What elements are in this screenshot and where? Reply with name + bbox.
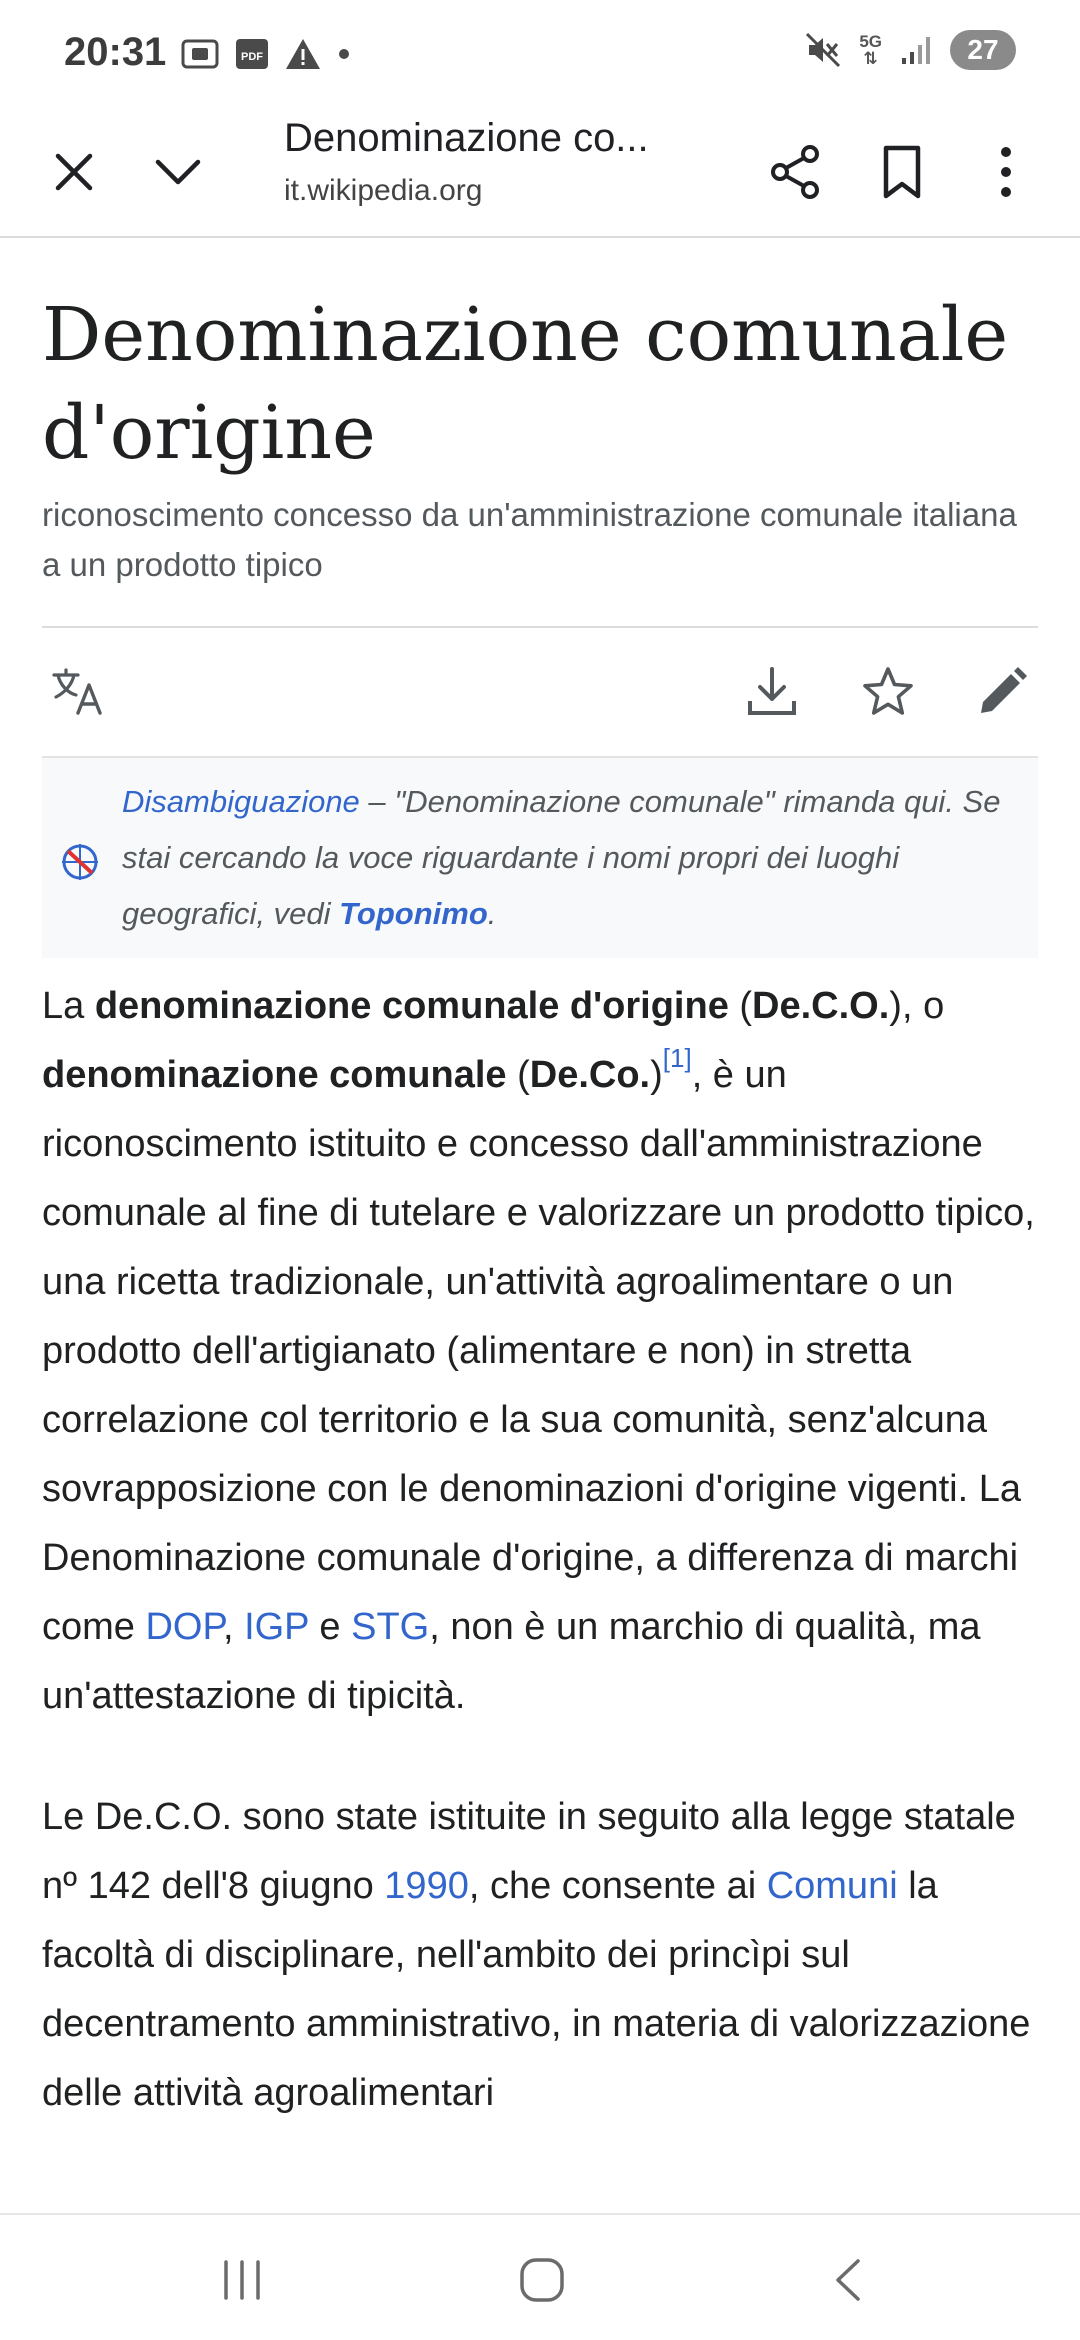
text: (: [506, 1054, 530, 1096]
more-options-button[interactable]: [966, 132, 1046, 212]
recent-apps-icon: [218, 2258, 266, 2302]
home-icon: [517, 2255, 567, 2305]
star-icon: [861, 665, 915, 719]
back-button[interactable]: [808, 2245, 888, 2315]
recent-apps-button[interactable]: [202, 2245, 282, 2315]
status-time: 20:31: [64, 30, 167, 74]
igp-link[interactable]: IGP: [244, 1606, 309, 1648]
text: ), o: [889, 985, 945, 1027]
translate-icon: [50, 667, 106, 717]
bold-term: De.C.O.: [752, 985, 890, 1027]
article-title-line2: d'origine: [42, 390, 376, 476]
share-icon: [768, 144, 824, 200]
mute-icon: [803, 30, 843, 70]
language-button[interactable]: [42, 656, 114, 728]
warning-icon: [284, 36, 322, 72]
chevron-down-icon: [152, 150, 204, 194]
watch-button[interactable]: [852, 656, 924, 728]
disambiguation-hatnote: [42, 756, 1038, 958]
text: La: [42, 985, 95, 1027]
back-icon: [828, 2255, 868, 2305]
paragraph-2: [42, 1783, 1038, 2128]
page-title-short: Denominazione co...: [284, 116, 649, 160]
battery-icon: 27: [950, 30, 1016, 70]
bookmark-icon: [880, 144, 924, 200]
year-1990-link[interactable]: 1990: [384, 1865, 469, 1907]
svg-text:PDF: PDF: [241, 51, 263, 63]
paragraph-1: [42, 972, 1038, 1731]
article-title-line1: Denominazione comunale: [42, 292, 1009, 378]
article-title: [42, 286, 1038, 482]
status-bar: [0, 0, 1080, 110]
signal-icon: [898, 32, 934, 68]
pdf-icon: [234, 36, 270, 72]
edit-button[interactable]: [966, 656, 1038, 728]
hatnote-end: .: [487, 896, 497, 931]
page-url: it.wikipedia.org: [284, 174, 483, 207]
disambiguation-icon: [60, 842, 100, 882]
stg-link[interactable]: STG: [351, 1606, 430, 1648]
download-button[interactable]: [736, 656, 808, 728]
text: ,: [222, 1606, 245, 1648]
download-icon: [746, 665, 798, 719]
disambiguation-link[interactable]: Disambiguazione: [122, 784, 360, 819]
article-content: [42, 238, 1038, 2213]
5g-icon: [859, 33, 882, 67]
close-button[interactable]: [34, 132, 114, 212]
close-icon: [52, 150, 96, 194]
home-button[interactable]: [502, 2245, 582, 2315]
bold-term: denominazione comunale: [42, 1054, 507, 1096]
text: (: [728, 985, 753, 1027]
notification-icons: [180, 36, 352, 72]
hatnote-text: – "Denominazione comunale" rimanda qui. Se stai cercando la voce riguardante i nomi propri dei luoghi geografici, vedi: [122, 784, 1001, 931]
text: ): [650, 1054, 663, 1096]
text: e: [308, 1606, 352, 1648]
dot-icon: [336, 36, 352, 72]
text: , è un riconoscimento istituito e concesso dall'amministrazione comunale al fine di tutelare e valorizzare un prodotto tipico, una ricetta tradizionale, un'attività agroalimentare o un prodotto dell'artigianato (alimentare e non) in stretta correlazione col territorio e la sua comunità, senz'alcuna sovrapposizione con le denominazioni d'origine vigenti. La Denominazione comunale d'origine, a differenza di marchi come: [42, 1054, 1035, 1648]
bold-term: De.Co.: [529, 1054, 651, 1096]
network-type: 5G: [859, 32, 882, 51]
text: Le De.C.O. sono state istituite in seguito alla legge statale nº 142 dell'8 giugno: [42, 1796, 1016, 1907]
bold-term: denominazione comunale d'origine: [94, 985, 729, 1027]
text: la facoltà di disciplinare, nell'ambito dei princìpi sul decentramento amministrativo, in materia di valorizzazione delle attività agroalimentari: [42, 1865, 1031, 2114]
more-vert-icon: [996, 144, 1016, 200]
system-navigation-bar: [0, 2213, 1080, 2340]
article-description: riconoscimento concesso da un'amministrazione comunale italiana a un prodotto tipico: [42, 496, 1017, 583]
screenshot-icon: [180, 36, 220, 72]
data-arrows: ⇅: [863, 49, 878, 68]
text: , che consente ai: [468, 1865, 767, 1907]
text: , non è un marchio di qualità, ma un'attestazione di tipicità.: [42, 1606, 981, 1717]
dop-link[interactable]: DOP: [145, 1606, 223, 1648]
reference-link[interactable]: [1]: [662, 1043, 692, 1073]
custom-tab-toolbar: [0, 110, 1080, 238]
minimize-button[interactable]: [138, 132, 218, 212]
bookmark-button[interactable]: [862, 132, 942, 212]
share-button[interactable]: [756, 132, 836, 212]
edit-icon: [975, 665, 1029, 719]
page-actions: [42, 628, 1038, 756]
system-icons: [803, 30, 1016, 70]
toponimo-link[interactable]: Toponimo: [339, 896, 488, 931]
comuni-link[interactable]: Comuni: [766, 1865, 898, 1907]
